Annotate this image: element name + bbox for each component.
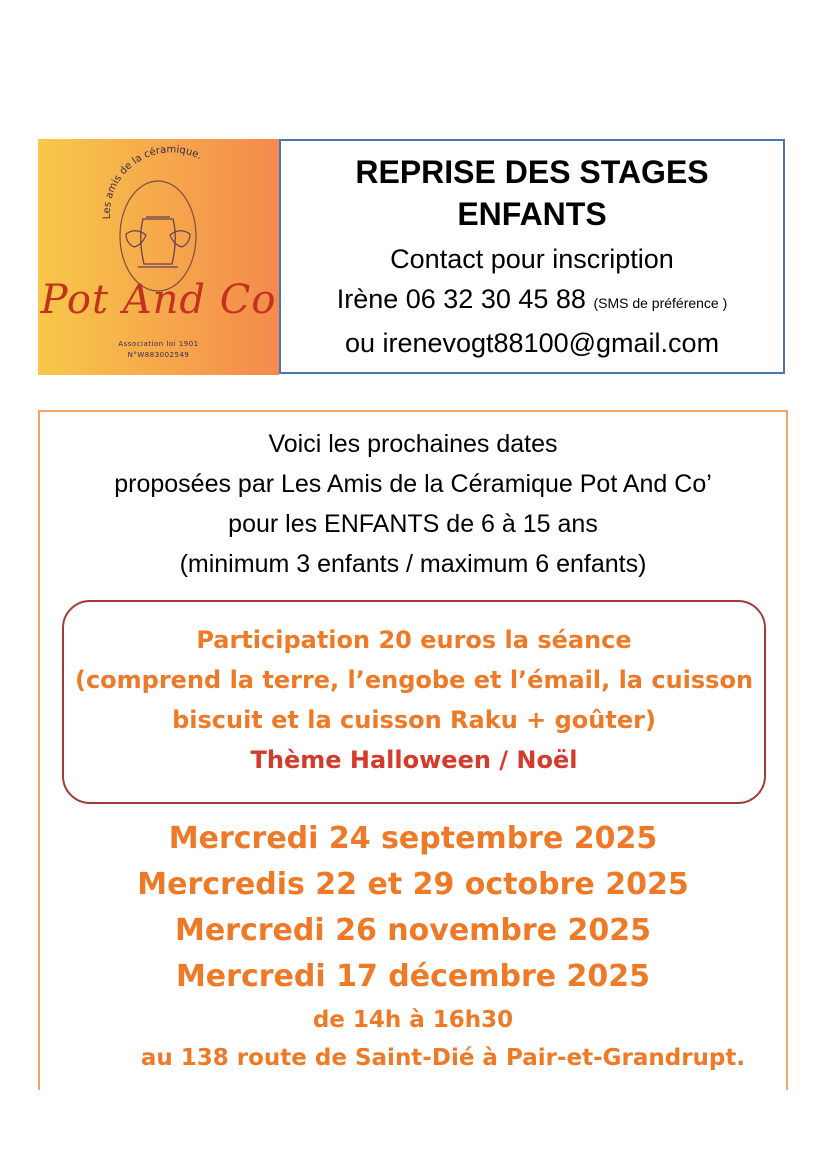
main-content-box bbox=[38, 410, 788, 1090]
logo-arc-text: Les amis de la céramique. bbox=[101, 144, 204, 220]
header-box bbox=[279, 139, 785, 374]
schedule-date: Mercredis 22 et 29 octobre 2025 bbox=[137, 867, 689, 902]
schedule-time: de 14h à 16h30 bbox=[312, 1007, 514, 1033]
intro-text bbox=[40, 424, 786, 584]
logo-association-text: Association loi 1901 bbox=[118, 340, 199, 348]
header-title-line2: ENFANTS bbox=[457, 196, 607, 232]
contact-label: Contact pour inscription bbox=[390, 244, 674, 274]
phone-note: (SMS de préférence ) bbox=[593, 295, 728, 311]
participation-box bbox=[62, 600, 766, 804]
intro-line2: proposées par Les Amis de la Céramique Pot And Co’ bbox=[114, 470, 712, 498]
participation-includes-line2: biscuit et la cuisson Raku + goûter) bbox=[172, 706, 656, 734]
intro-line1: Voici les prochaines dates bbox=[268, 430, 558, 458]
contact-email[interactable]: ou irenevogt88100@gmail.com bbox=[344, 328, 720, 358]
contact-phone bbox=[281, 279, 783, 323]
schedule-date: Mercredi 17 décembre 2025 bbox=[175, 959, 651, 994]
logo-brand-text: Pot And Co bbox=[40, 277, 277, 323]
intro-line4: (minimum 3 enfants / maximum 6 enfants) bbox=[179, 550, 647, 578]
participation-includes-line1: (comprend la terre, l’engobe et l’émail, la cuisson bbox=[74, 666, 754, 694]
intro-line3: pour les ENFANTS de 6 à 15 ans bbox=[228, 510, 598, 538]
logo-registration-number: N°W883002549 bbox=[127, 351, 190, 359]
header-title-line1: REPRISE DES STAGES bbox=[355, 154, 709, 190]
phone-number[interactable]: Irène 06 32 30 45 88 bbox=[336, 284, 586, 314]
participation-theme: Thème Halloween / Noël bbox=[250, 746, 578, 774]
schedule-date: Mercredi 26 novembre 2025 bbox=[174, 913, 651, 948]
schedule bbox=[40, 816, 786, 1076]
schedule-address: au 138 route de Saint-Dié à Pair-et-Grandrupt. bbox=[140, 1045, 746, 1071]
participation-price: Participation 20 euros la séance bbox=[196, 626, 632, 654]
association-logo bbox=[38, 139, 279, 375]
schedule-date: Mercredi 24 septembre 2025 bbox=[168, 821, 658, 856]
